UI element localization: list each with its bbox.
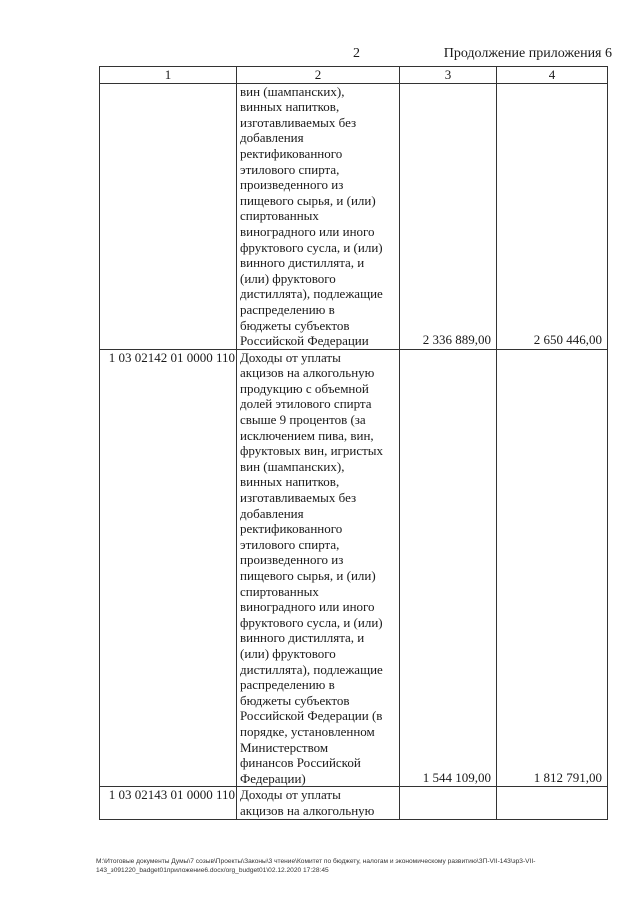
table-row	[100, 349, 608, 787]
table-row	[100, 83, 608, 349]
column-header-3: 3	[400, 67, 497, 84]
file-path-footer: М:\Итоговые документы Думы\7 созыв\Проекты\Законы\3 чтение\Комитет по бюджету, налогам и экономическому развитию\ЗП-VII-143\зр3-VII- 143_з091220_badget01приложение6.docx/org_budget01\02.12.2020 17:28:45	[96, 858, 536, 874]
row-code	[100, 83, 237, 349]
row-value-col4	[497, 787, 608, 819]
row-description: Доходы от уплаты акцизов на алкогольную	[237, 787, 400, 819]
table-header-row	[100, 67, 608, 84]
page-number: 2	[353, 46, 360, 61]
column-header-2: 2	[237, 67, 400, 84]
row-code: 1 03 02143 01 0000 110	[100, 787, 237, 819]
row-value-col3: 1 544 109,00	[400, 349, 497, 787]
row-value-col3: 2 336 889,00	[400, 83, 497, 349]
row-description: вин (шампанских), винных напитков, изготавливаемых без добавления ректификованного этилового спирта, произведенного из пищевого сырья, и (или) спиртованных виноградного или иного фруктового сусла, и (или) винного дистиллята, и (или) фруктового дистиллята), подлежащие распределению в бюджеты субъектов Российской Федерации	[237, 83, 400, 349]
appendix-label: Продолжение приложения 6	[443, 46, 612, 61]
row-description: Доходы от уплаты акцизов на алкогольную продукцию с объемной долей этилового спирта свыше 9 процентов (за исключением пива, вин, фруктовых вин, игристых вин (шампанских), винных напитков, изготавливаемых без добавления ректификованного этилового спирта, произведенного из пищевого сырья, и (или) спиртованных виноградного или иного фруктового сусла, и (или) винного дистиллята, и (или) фруктового дистиллята), подлежащие распределению в бюджеты субъектов Российской Федерации (в порядке, установленном Министерством финансов Российской Федерации)	[237, 349, 400, 787]
row-value-col3	[400, 787, 497, 819]
column-header-1: 1	[100, 67, 237, 84]
revenue-table	[99, 66, 608, 820]
row-code: 1 03 02142 01 0000 110	[100, 349, 237, 787]
table-row	[100, 787, 608, 819]
row-value-col4: 1 812 791,00	[497, 349, 608, 787]
column-header-4: 4	[497, 67, 608, 84]
row-value-col4: 2 650 446,00	[497, 83, 608, 349]
